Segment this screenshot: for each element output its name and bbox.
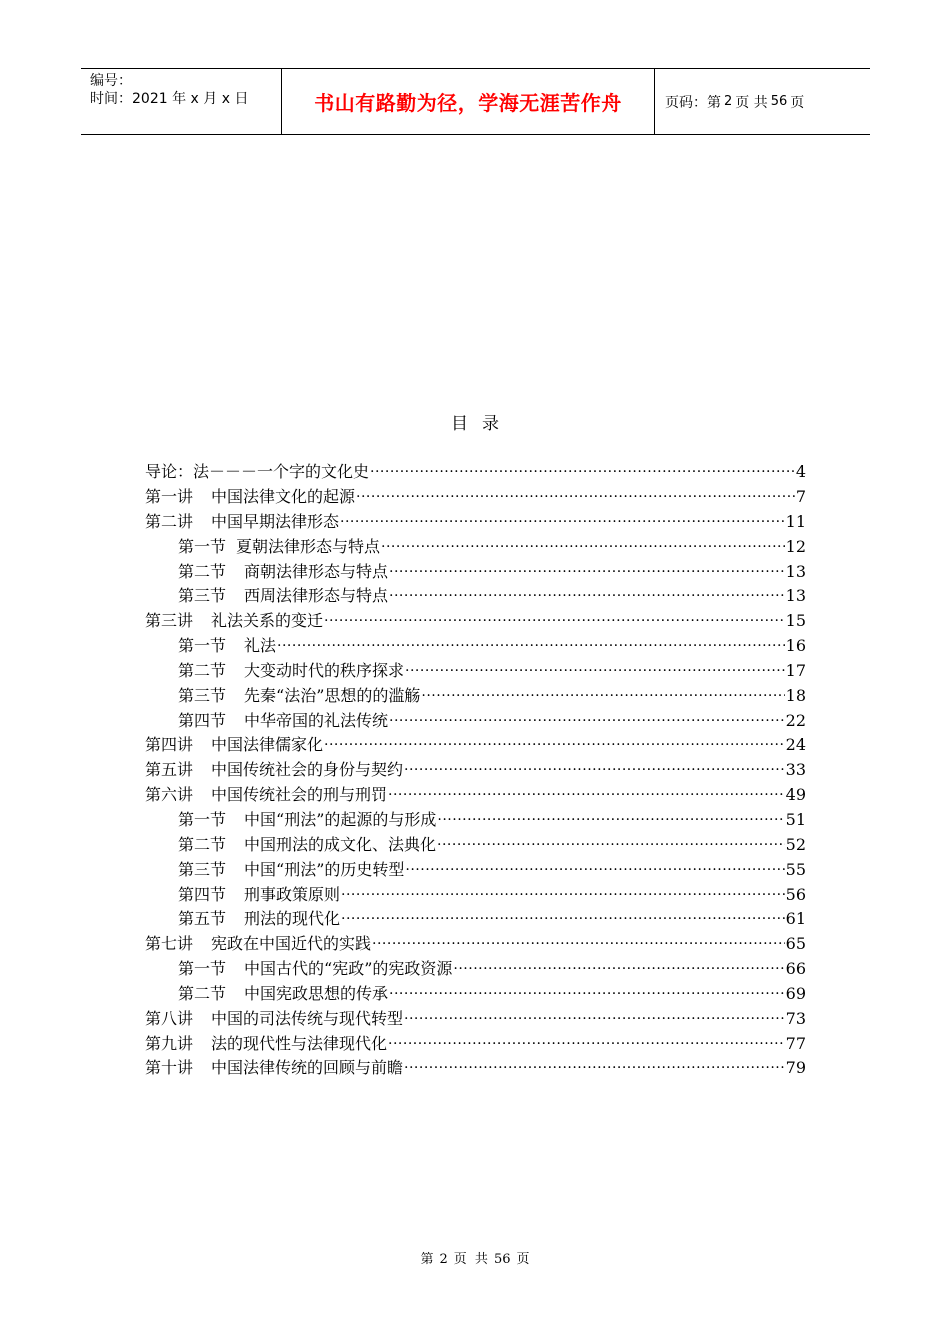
toc-leader-dots	[388, 1029, 785, 1048]
toc-entry-number: 第二节	[178, 834, 227, 854]
toc-leader-dots	[324, 731, 785, 750]
toc-entry-title: 中国法律儒家化	[211, 735, 324, 755]
toc-entry-number: 第二节	[178, 983, 227, 1003]
toc-leader-dots	[421, 682, 784, 701]
toc-entry-page: 7	[795, 487, 806, 507]
toc-entry[interactable]	[145, 632, 806, 657]
toc-entry-page: 33	[785, 760, 806, 780]
toc-leader-dots	[356, 483, 795, 502]
toc-leader-dots	[340, 508, 785, 527]
toc-entry[interactable]	[145, 706, 806, 731]
toc-entry-number: 第一节	[178, 810, 227, 829]
toc-entry[interactable]	[145, 483, 806, 508]
toc-leader-dots	[404, 756, 785, 775]
toc-entry-number: 第四讲	[145, 735, 194, 755]
toc-entry-title: 中国传统社会的身份与契约	[211, 760, 404, 780]
toc-entry[interactable]	[145, 955, 806, 980]
toc-leader-dots	[389, 980, 785, 999]
toc-leader-dots	[389, 557, 785, 576]
toc-entry-title: 中国宪政思想的传承	[244, 983, 389, 1003]
toc-entry-page: 12	[785, 536, 806, 556]
toc-entry[interactable]	[145, 657, 806, 682]
toc-entry-label	[145, 782, 387, 805]
toc-entry-title: 刑事政策原则	[244, 884, 341, 904]
toc-entry-label	[178, 633, 276, 656]
toc-entry-page: 22	[785, 710, 806, 730]
toc-entry[interactable]	[145, 856, 806, 881]
toc-entry-title: 中国“刑法”的起源的与形成	[244, 810, 437, 829]
toc-entry-title: 中华帝国的礼法传统	[244, 710, 389, 730]
toc-title: 目录	[451, 414, 513, 434]
toc-entry-label	[145, 1006, 403, 1029]
toc-entry-title: 中国古代的“宪政”的宪政资源	[244, 959, 453, 979]
toc-entry-label	[178, 708, 388, 731]
toc-entry-label	[178, 882, 340, 905]
toc-entry-label	[178, 981, 388, 1004]
toc-entry[interactable]	[145, 1029, 806, 1054]
toc-entry-page: 66	[785, 959, 806, 979]
footer-suffix: 页	[516, 1252, 530, 1267]
toc-entry-label	[178, 906, 340, 929]
toc-entry-page: 56	[785, 884, 806, 904]
header-meta	[81, 69, 282, 134]
toc-entry-title: 中国法律文化的起源	[211, 487, 356, 507]
toc-entry-page: 13	[785, 586, 806, 606]
toc-entry-label	[145, 509, 339, 532]
toc-entry-number: 第六讲	[145, 785, 194, 805]
toc-entry-number: 第一节	[178, 959, 227, 979]
toc-entry-title: 夏朝法律形态与特点	[236, 536, 381, 556]
toc-entry[interactable]	[145, 806, 806, 831]
toc-entry-label	[145, 1055, 403, 1078]
toc-leader-dots	[381, 533, 785, 552]
toc-leader-dots	[437, 806, 784, 825]
toc-entry-number: 第三节	[178, 685, 227, 705]
header-page-suffix: 页	[790, 94, 805, 111]
toc-entry-title: 大变动时代的秩序探求	[244, 660, 405, 680]
toc-entry[interactable]	[145, 781, 806, 806]
toc-entry[interactable]	[145, 905, 806, 930]
toc-entry-title: 西周法律形态与特点	[244, 586, 389, 606]
header-page-total: 56	[770, 94, 788, 109]
toc-entry-page: 79	[785, 1058, 806, 1078]
toc-entry-page: 51	[785, 810, 806, 829]
toc-entry[interactable]	[145, 582, 806, 607]
toc-entry[interactable]	[145, 880, 806, 905]
toc-entry-number: 第一讲	[145, 487, 194, 507]
toc-leader-dots	[389, 582, 785, 601]
toc-entry-label	[178, 583, 388, 606]
toc-entry-label	[178, 683, 420, 706]
toc-entry-title: 礼法	[244, 636, 277, 656]
toc-leader-dots	[370, 458, 795, 477]
footer-total: 56	[493, 1252, 511, 1267]
toc-leader-dots	[437, 831, 785, 850]
toc-entry-label	[145, 757, 403, 780]
toc-leader-dots	[341, 905, 785, 924]
toc-entry-page: 11	[785, 511, 806, 531]
toc-entry[interactable]	[145, 1005, 806, 1030]
toc-entry[interactable]	[145, 930, 806, 955]
toc-entry-number: 第九讲	[145, 1033, 194, 1053]
toc-entry-title: 中国刑法的成文化、法典化	[244, 834, 437, 854]
toc-entry[interactable]	[145, 682, 806, 707]
toc-entry[interactable]	[145, 756, 806, 781]
toc-entry-label	[178, 956, 452, 979]
toc-entry-page: 65	[785, 934, 806, 954]
toc-entry[interactable]	[145, 533, 806, 558]
toc-entry-page: 69	[785, 983, 806, 1003]
toc-entry-page: 4	[795, 462, 806, 482]
toc-entry-title: 中国传统社会的刑与刑罚	[211, 785, 388, 805]
toc-leader-dots	[405, 856, 784, 875]
toc-entry-page: 73	[785, 1008, 806, 1028]
toc-entry-title: 中国“刑法”的历史转型	[244, 859, 405, 879]
toc-entry-number: 第八讲	[145, 1008, 194, 1028]
toc-leader-dots	[372, 930, 785, 949]
toc-entry-title: 法－－－一个字的文化史	[193, 462, 370, 482]
toc-leader-dots	[389, 706, 785, 725]
toc-entry-title: 商朝法律形态与特点	[244, 561, 389, 581]
toc-entry-label	[178, 559, 388, 582]
toc-entry-number: 第五讲	[145, 760, 194, 780]
toc-entry-page: 55	[785, 859, 806, 879]
toc-entry-number: 第二节	[178, 660, 227, 680]
toc-entry-label	[178, 832, 436, 855]
toc-entry-title: 中国的司法传统与现代转型	[211, 1008, 404, 1028]
toc-entry[interactable]	[145, 557, 806, 582]
toc-entry-page: 77	[785, 1033, 806, 1053]
toc-leader-dots	[324, 607, 785, 626]
toc-entry-number: 第五节	[178, 909, 227, 929]
toc-entry-number: 导论：	[145, 462, 194, 482]
toc-entry-page: 49	[785, 785, 806, 805]
header-page-prefix: 页码：第	[665, 94, 721, 111]
toc-entry-number: 第四节	[178, 710, 227, 730]
table-of-contents	[145, 458, 806, 1079]
toc-entry[interactable]	[145, 508, 806, 533]
toc-entry[interactable]	[145, 607, 806, 632]
toc-entry-number: 第三节	[178, 859, 227, 879]
toc-entry-page: 24	[785, 735, 806, 755]
toc-entry-page: 52	[785, 834, 806, 854]
header-page-info	[655, 69, 870, 134]
toc-entry-number: 第二讲	[145, 511, 194, 531]
toc-entry-label	[145, 931, 371, 954]
toc-entry-page: 15	[785, 611, 806, 631]
toc-entry-label	[145, 484, 355, 507]
toc-entry-label	[145, 732, 323, 755]
page-footer	[0, 1248, 950, 1267]
toc-entry-label	[178, 658, 404, 681]
toc-leader-dots	[404, 1005, 785, 1024]
toc-entry-page: 16	[785, 636, 806, 656]
header-page-current: 2	[724, 94, 733, 109]
toc-entry-label	[145, 459, 369, 482]
toc-entry-title: 先秦“法治”思想的的滥觞	[244, 685, 421, 705]
toc-entry-title: 中国早期法律形态	[211, 511, 340, 531]
toc-entry-label	[178, 534, 380, 557]
header-motto: 书山有路勤为径，学海无涯苦作舟	[282, 69, 655, 134]
toc-entry[interactable]	[145, 731, 806, 756]
footer-mid: 页 共	[453, 1252, 488, 1267]
header-page-mid: 页 共	[735, 94, 768, 111]
toc-entry-number: 第四节	[178, 884, 227, 904]
toc-entry[interactable]	[145, 831, 806, 856]
toc-entry-number: 第二节	[178, 561, 227, 581]
toc-entry-page: 18	[785, 685, 806, 705]
toc-entry-number: 第三节	[178, 586, 227, 606]
toc-entry-number: 第十讲	[145, 1058, 194, 1078]
toc-leader-dots	[404, 1054, 785, 1073]
toc-leader-dots	[277, 632, 785, 651]
toc-entry-label	[145, 608, 323, 631]
header-code-label: 编号：	[90, 73, 132, 89]
toc-entry[interactable]	[145, 1054, 806, 1079]
toc-entry-title: 刑法的现代化	[244, 909, 341, 929]
toc-entry-title: 中国法律传统的回顾与前瞻	[211, 1058, 404, 1078]
toc-entry-label	[145, 1031, 387, 1054]
toc-entry-title: 宪政在中国近代的实践	[211, 934, 372, 954]
toc-leader-dots	[405, 657, 785, 676]
toc-entry-number: 第一节	[178, 636, 227, 656]
toc-leader-dots	[388, 781, 785, 800]
footer-prefix: 第	[420, 1252, 434, 1267]
header-time-label: 时间：2021 年 x 月 x 日	[90, 91, 249, 107]
toc-entry-number: 第三讲	[145, 611, 194, 631]
toc-entry-label	[178, 857, 404, 880]
page-header	[81, 68, 870, 135]
toc-leader-dots	[453, 955, 784, 974]
toc-leader-dots	[341, 880, 785, 899]
toc-entry-number: 第七讲	[145, 934, 194, 954]
toc-entry-title: 法的现代性与法律现代化	[211, 1033, 388, 1053]
toc-entry-page: 13	[785, 561, 806, 581]
toc-entry-title: 礼法关系的变迁	[211, 611, 324, 631]
toc-entry-page: 17	[785, 660, 806, 680]
toc-entry-number: 第一节	[178, 536, 227, 556]
toc-entry[interactable]	[145, 980, 806, 1005]
toc-entry-label	[178, 807, 436, 830]
toc-entry-page: 61	[785, 909, 806, 929]
footer-current: 2	[439, 1252, 448, 1267]
toc-entry[interactable]	[145, 458, 806, 483]
